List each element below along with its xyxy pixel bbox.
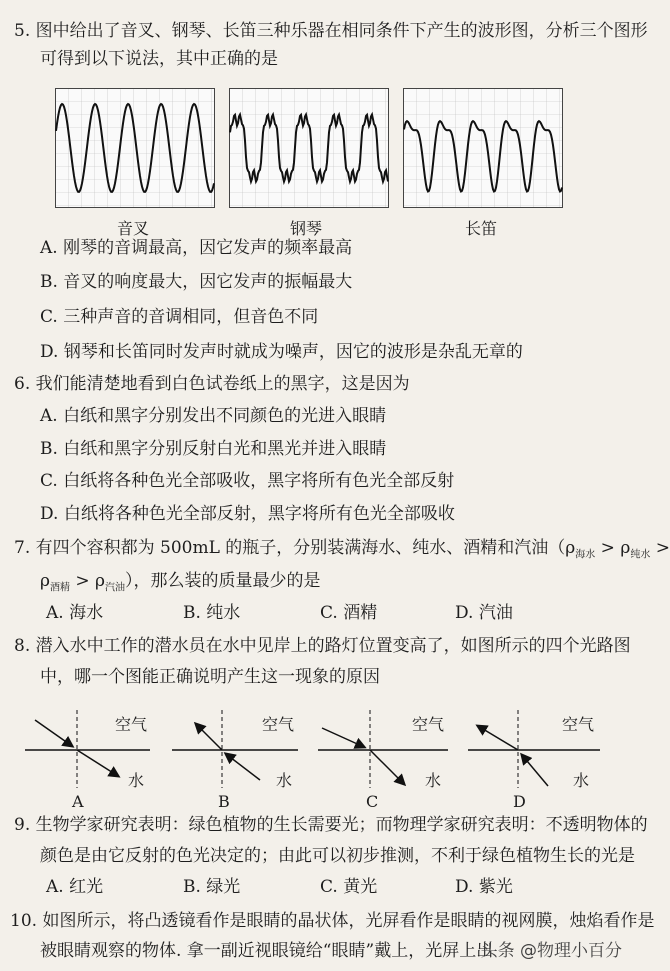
q5-option-d: D. 钢琴和长笛同时发声时就成为噪声，因它的波形是杂乱无章的 [40,342,523,362]
air-label-a: 空气 [115,715,148,734]
light-path-diagrams [0,700,640,810]
q9-option-c: C. 黄光 [320,877,378,897]
fig-label-c: C [366,792,379,811]
fig-label-a: A [72,792,84,811]
water-label-b: 水 [276,771,293,790]
q7-option-c: C. 酒精 [320,603,378,623]
water-label-c: 水 [425,771,442,790]
air-label-b: 空气 [262,715,295,734]
q10-stem-line2: 被眼睛观察的物体. 拿一副近视眼镜给“眼睛”戴上，光屏上出 [40,941,494,961]
q6-option-d: D. 白纸将各种色光全部反射，黑字将所有色光全部吸收 [40,504,455,524]
label-flute: 长笛 [465,219,498,238]
fig-label-b: B [218,792,230,811]
label-tuning-fork: 音叉 [117,219,150,238]
q5-stem-line2: 可得到以下说法，其中正确的是 [40,49,278,69]
watermark: 头条 @物理小百分 [480,941,622,961]
q5-stem-line1: 5. 图中给出了音叉、钢琴、长笛三种乐器在相同条件下产生的波形图，分析三个图形 [14,21,648,41]
air-label-c: 空气 [412,715,445,734]
q9-option-b: B. 绿光 [183,877,241,897]
q5-option-a: A. 刚琴的音调最高，因它发声的频率最高 [40,238,353,258]
q9-option-a: A. 红光 [46,877,104,897]
water-label-d: 水 [573,771,590,790]
q6-option-a: A. 白纸和黑字分别发出不同颜色的光进入眼睛 [40,406,387,426]
q8-stem-line1: 8. 潜入水中工作的潜水员在水中见岸上的路灯位置变高了，如图所示的四个光路图 [14,636,631,656]
flute-waveform [403,88,563,208]
label-piano: 钢琴 [290,219,323,238]
q7-option-b: B. 纯水 [183,603,241,623]
q5-option-c: C. 三种声音的音调相同，但音色不同 [40,307,319,327]
tuning-fork-waveform [55,88,215,208]
water-label-a: 水 [128,771,145,790]
q6-stem: 6. 我们能清楚地看到白色试卷纸上的黑字，这是因为 [14,374,410,394]
q7-option-a: A. 海水 [46,603,104,623]
q6-option-b: B. 白纸和黑字分别反射白光和黑光并进入眼睛 [40,439,387,459]
q7-stem-line2: $\rho_{酒精} > \rho_{汽油}$），那么装的质量最少的是 [40,571,321,594]
q9-stem-line2: 颜色是由它反射的色光决定的；由此可以初步推测，不利于绿色植物生长的光是 [40,846,635,866]
q8-stem-line2: 中，哪一个图能正确说明产生这一现象的原因 [40,667,380,687]
q7-option-d: D. 汽油 [455,603,513,623]
q9-option-d: D. 紫光 [455,877,513,897]
q5-option-b: B. 音叉的响度最大，因它发声的振幅最大 [40,272,353,292]
q7-stem-line1: 7. 有四个容积都为 500mL 的瓶子，分别装满海水、纯水、酒精和汽油（$\rho_{海水} > \rho_{纯水}$ > [14,538,670,561]
piano-waveform [229,88,389,208]
fig-label-d: D [513,792,526,811]
q9-stem-line1: 9. 生物学家研究表明：绿色植物的生长需要光；而物理学家研究表明：不透明物体的 [14,815,648,835]
air-label-d: 空气 [562,715,595,734]
q10-stem-line1: 10. 如图所示，将凸透镜看作是眼睛的晶状体，光屏看作是眼睛的视网膜，烛焰看作是 [10,911,655,931]
q6-option-c: C. 白纸将各种色光全部吸收，黑字将所有色光全部反射 [40,471,455,491]
